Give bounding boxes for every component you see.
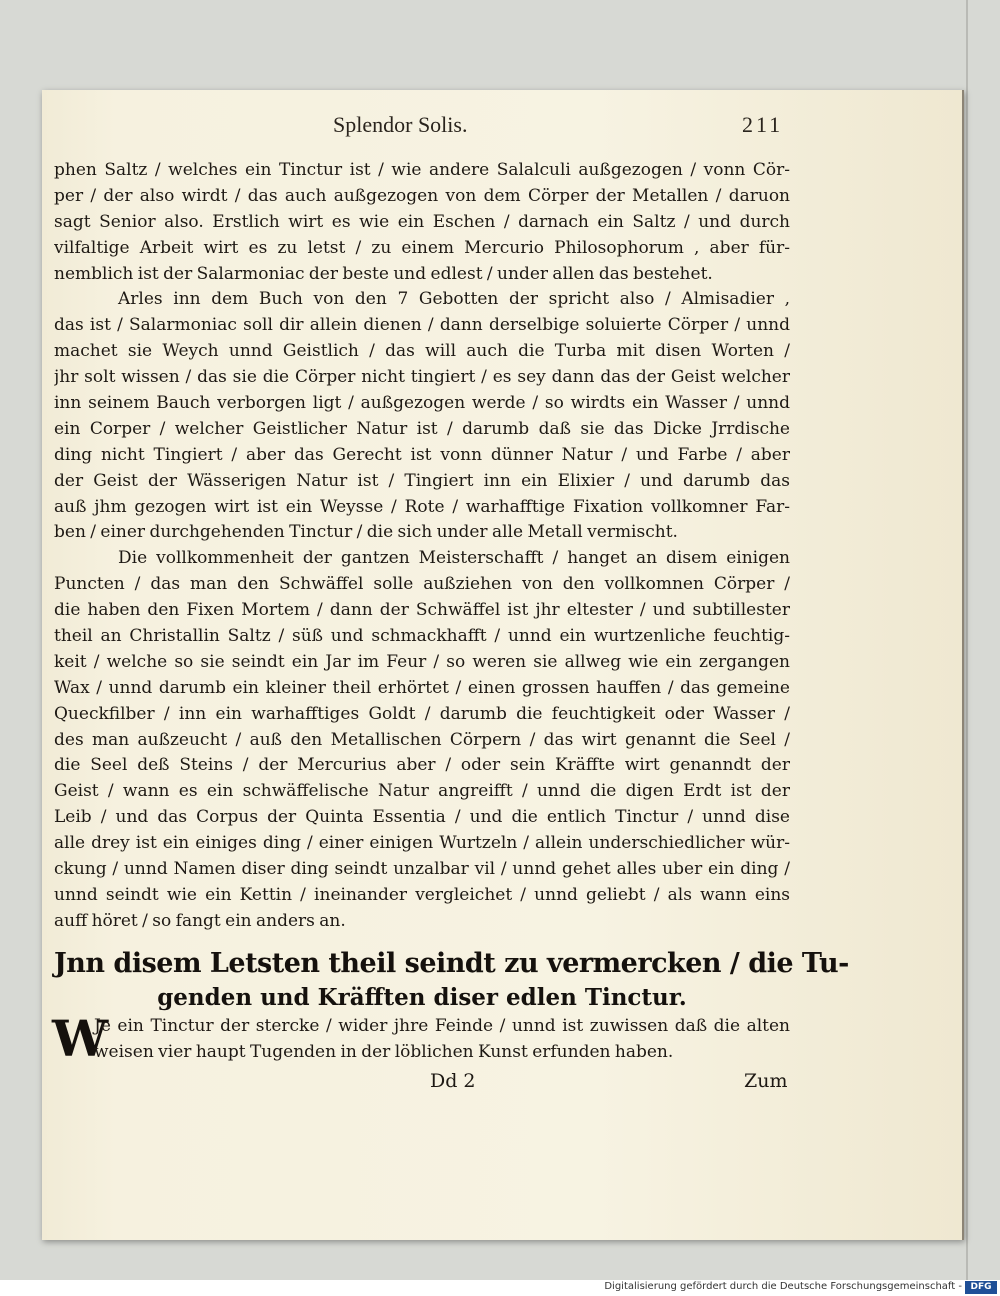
page-number: 211	[742, 112, 784, 137]
section-heading	[54, 946, 849, 1014]
text-line: keit / welche so sie seindt ein Jar im Feur / so weren sie allweg wie ein zergangen	[54, 651, 790, 672]
text-line: ben / einer durchgehenden Tinctur / die sich under alle Metall vermischt.	[54, 522, 678, 543]
text-line: ckung / unnd Namen diser ding seindt unzalbar vil / unnd gehet alles uber ein ding /	[54, 859, 790, 880]
text-line: des man außzeucht / auß den Metallischen Cörpern / das wirt genannt die Seel /	[54, 729, 790, 750]
dfg-logo-icon[interactable]: DFG	[965, 1281, 997, 1294]
text-line: Queckfilber / inn ein warhafftiges Goldt / darumb die feuchtigkeit oder Wasser /	[54, 703, 790, 724]
text-line: die haben den Fixen Mortem / dann der Schwäffel ist jhr eltester / und subtillester	[54, 600, 790, 621]
section-heading-line-2: genden und Kräfften diser edlen Tinctur.	[157, 984, 687, 1011]
drop-cap-initial: W	[52, 1009, 109, 1068]
catchword: Zum	[744, 1070, 788, 1092]
footer-funding-text: Digitalisierung gefördert durch die Deutsche Forschungsgemeinschaft -	[604, 1281, 962, 1292]
text-line: ding nicht Tingiert / aber das Gerecht ist vonn dünner Natur / und Farbe / aber	[54, 444, 790, 465]
text-line: sagt Senior also. Erstlich wirt es wie ein Eschen / darnach ein Saltz / und durch	[54, 211, 790, 232]
text-line: Geist / wann es ein schwäffelische Natur angreifft / unnd die digen Erdt ist der	[54, 781, 790, 802]
text-line: auß jhm gezogen wirt ist ein Weysse / Rote / warhafftige Fixation vollkomner Far-	[54, 496, 790, 517]
text-line: per / der also wirdt / das auch außgezogen von dem Cörper der Metallen / daruon	[54, 185, 790, 206]
final-paragraph	[52, 1009, 790, 1068]
signature-mark: Dd 2	[430, 1070, 476, 1092]
text-line: vilfaltige Arbeit wirt es zu letst / zu einem Mercurio Philosophorum , aber für-	[54, 237, 790, 258]
text-line: theil an Christallin Saltz / süß und schmackhafft / unnd ein wurtzenliche feuchtig-	[54, 626, 790, 647]
text-line: inn seinem Bauch verborgen ligt / außgezogen werde / so wirdts ein Wasser / unnd	[54, 393, 790, 414]
text-line: machet sie Weych unnd Geistlich / das will auch die Turba mit disen Worten /	[54, 341, 790, 362]
text-line: jhr solt wissen / das sie die Cörper nicht tingiert / es sey dann das der Geist welcher	[54, 367, 790, 388]
text-line: der Geist der Wässerigen Natur ist / Tingiert inn ein Elixier / und darumb das	[54, 470, 790, 491]
section-heading-line-1: Jnn disem Letsten theil seindt zu vermercken / die Tu-	[54, 948, 849, 979]
running-head-title: Splendor Solis.	[333, 112, 468, 137]
text-line: auff höret / so fangt ein anders an.	[54, 910, 346, 931]
text-line: Je ein Tinctur der stercke / wider jhre Feinde / unnd ist zuwissen daß die alten	[94, 1016, 790, 1036]
text-line: phen Saltz / welches ein Tinctur ist / wie andere Salalculi außgezogen / vonn Cör-	[54, 160, 790, 180]
running-head	[0, 112, 1000, 142]
text-line: Wax / unnd darumb ein kleiner theil erhörtet / einen grossen hauffen / das gemeine	[54, 677, 790, 698]
text-line: nemblich ist der Salarmoniac der beste und edlest / under allen das bestehet.	[54, 263, 713, 284]
text-line: Die vollkommenheit der gantzen Meisterschafft / hanget an disem einigen	[118, 548, 790, 569]
text-line: die Seel deß Steins / der Mercurius aber / oder sein Kräffte wirt genanndt der	[54, 755, 790, 776]
text-line: das ist / Salarmoniac soll dir allein dienen / dann derselbige soluierte Cörper / unnd	[54, 315, 790, 336]
text-line: alle drey ist ein einiges ding / einer einigen Wurtzeln / allein underschiedlicher wür-	[54, 833, 790, 854]
body-text	[54, 158, 790, 935]
text-line: Arles inn dem Buch von den 7 Gebotten der spricht also / Almisadier ,	[118, 289, 790, 310]
text-line: Leib / und das Corpus der Quinta Essentia / und die entlich Tinctur / unnd dise	[54, 807, 790, 828]
text-line: Puncten / das man den Schwäffel solle außziehen von den vollkomnen Cörper /	[54, 574, 790, 595]
text-line: ein Corper / welcher Geistlicher Natur ist / darumb daß sie das Dicke Jrrdische	[54, 418, 790, 439]
scan-edge-line	[966, 0, 968, 1280]
text-line: unnd seindt wie ein Kettin / ineinander vergleichet / unnd geliebt / als wann eins	[54, 884, 790, 905]
text-line: weisen vier haupt Tugenden in der löblichen Kunst erfunden haben.	[94, 1041, 674, 1062]
footer-bar	[0, 1280, 1000, 1296]
